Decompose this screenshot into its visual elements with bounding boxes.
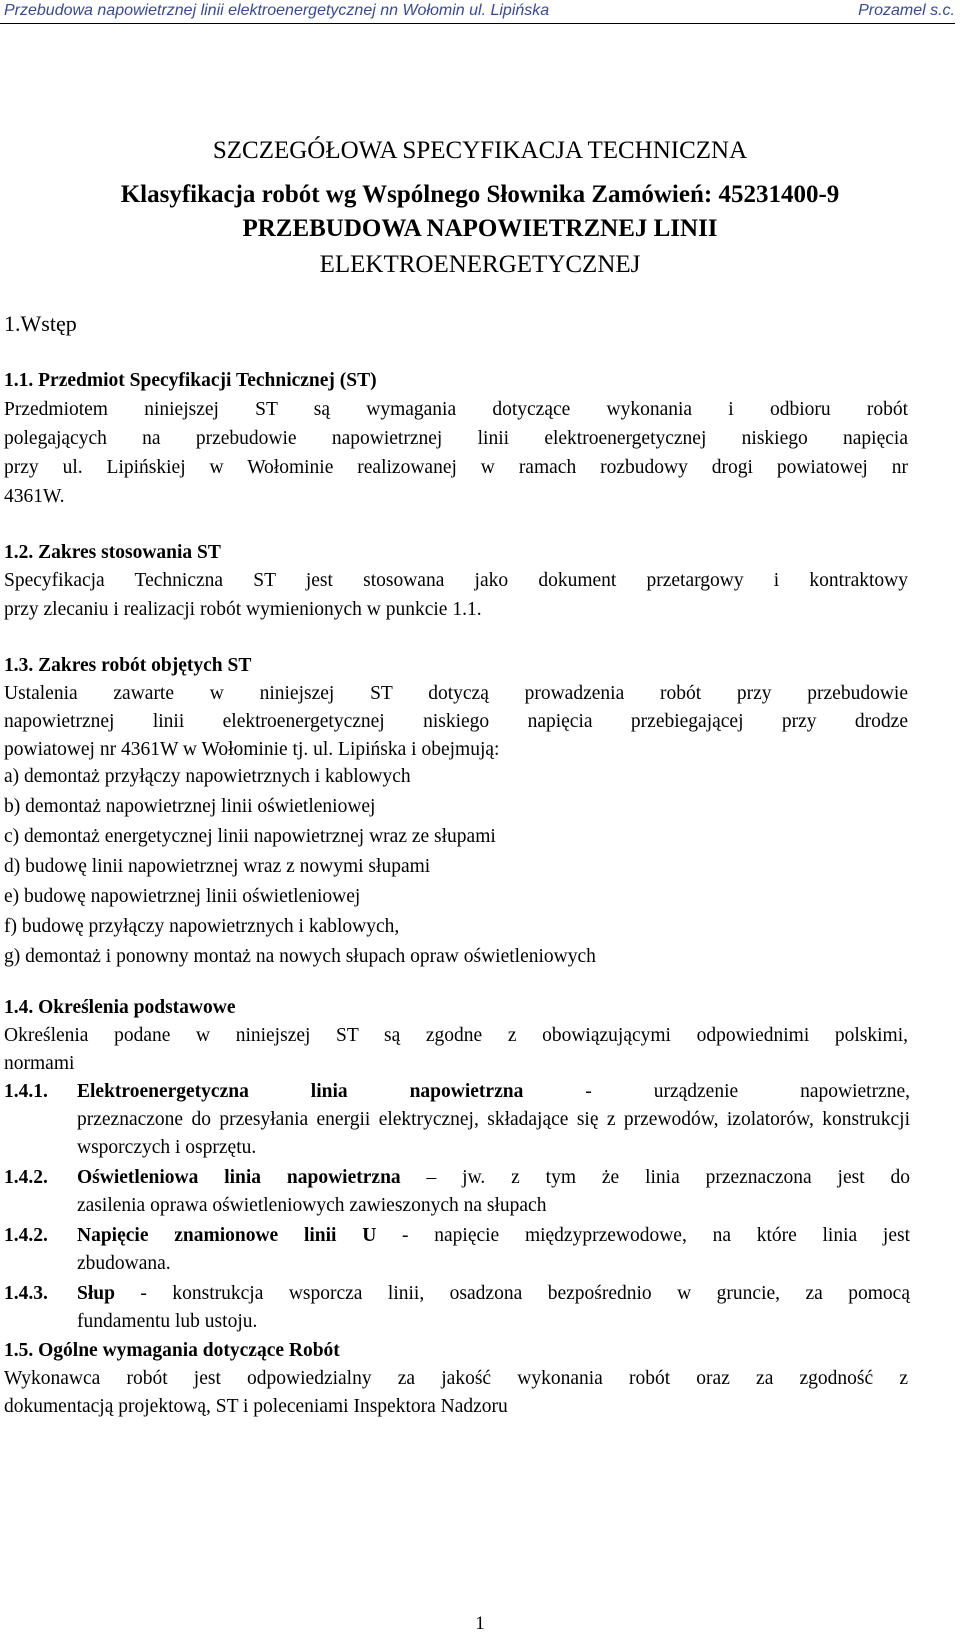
section-1-3-line: napowietrznej linii elektroenergetycznej niskiego napięcia przebiegającej przy drodze	[4, 711, 908, 732]
section-1-3-line: Ustalenia zawarte w niniejszej ST dotyczą prowadzenia robót przy przebudowie	[4, 683, 908, 704]
definition-continuation: fundamentu lub ustoju.	[77, 1311, 258, 1332]
doc-subject-line-2: ELEKTROENERGETYCZNEJ	[319, 251, 641, 278]
section-1-1-heading: 1.1. Przedmiot Specyfikacji Technicznej (ST)	[4, 370, 377, 391]
list-item: c) demontaż energetycznej linii napowietrznej wraz ze słupami	[4, 826, 496, 847]
header-rule	[0, 23, 955, 24]
definition-first-line	[77, 1164, 910, 1192]
doc-classification: Klasyfikacja robót wg Wspólnego Słownika Zamówień: 45231400-9	[120, 181, 840, 208]
definition-number: 1.4.2.	[4, 1167, 48, 1188]
list-item: f) budowę przyłączy napowietrznych i kablowych,	[4, 916, 400, 937]
definition-term: Oświetleniowa linia napowietrzna	[77, 1167, 401, 1188]
section-1-4-line: normami	[4, 1053, 75, 1074]
section-1-3-heading: 1.3. Zakres robót objętych ST	[4, 655, 252, 676]
doc-subject-line-1: PRZEBUDOWA NAPOWIETRZNEJ LINII	[242, 215, 718, 242]
section-1-2-heading: 1.2. Zakres stosowania ST	[4, 542, 221, 563]
definition-text: - urządzenie napowietrzne,	[523, 1081, 910, 1102]
definition-continuation: zbudowana.	[77, 1253, 171, 1274]
definition-continuation: przeznaczone do przesyłania energii elektrycznej, składające się z przewodów, izolatorów, konstrukcji wsporczych i osprzętu.	[77, 1109, 910, 1158]
definition-term: Słup	[77, 1283, 115, 1304]
section-1-1-line: polegających na przebudowie napowietrznej linii elektroenergetycznej niskiego napięcia	[4, 428, 908, 449]
section-1-4-line: Określenia podane w niniejszej ST są zgodne z obowiązującymi odpowiednimi polskimi,	[4, 1025, 908, 1046]
scope-list	[4, 762, 908, 972]
definition-number: 1.4.2.	[4, 1225, 48, 1246]
definition-number: 1.4.1.	[4, 1081, 48, 1102]
list-item: a) demontaż przyłączy napowietrznych i kablowych	[4, 766, 411, 787]
list-item: g) demontaż i ponowny montaż na nowych słupach opraw oświetleniowych	[4, 946, 596, 967]
definition-first-line	[77, 1280, 910, 1308]
list-item: b) demontaż napowietrznej linii oświetleniowej	[4, 796, 376, 817]
definition-text: - konstrukcja wsporcza linii, osadzona bezpośrednio w gruncie, za pomocą	[114, 1283, 910, 1304]
section-1-2-line: Specyfikacja Techniczna ST jest stosowana jako dokument przetargowy i kontraktowy	[4, 570, 908, 591]
definition-term: Elektroenergetyczna linia napowietrzna	[77, 1081, 524, 1102]
doc-title: SZCZEGÓŁOWA SPECYFIKACJA TECHNICZNA	[212, 137, 748, 164]
running-header	[0, 0, 955, 22]
section-1-5-line: dokumentacją projektową, ST i poleceniami Inspektora Nadzoru	[4, 1396, 508, 1417]
section-1-3-line: powiatowej nr 4361W w Wołominie tj. ul. Lipińska i obejmują:	[4, 739, 500, 760]
section-1-4-heading: 1.4. Określenia podstawowe	[4, 997, 236, 1018]
list-item: d) budowę linii napowietrznej wraz z nowymi słupami	[4, 856, 431, 877]
section-1-5-line: Wykonawca robót jest odpowiedzialny za jakość wykonania robót oraz za zgodność z	[4, 1368, 908, 1389]
definition-term: Napięcie znamionowe linii U	[77, 1225, 377, 1246]
page-number: 1	[475, 1613, 485, 1634]
definition-first-line	[77, 1078, 910, 1106]
section-1-1-line: przy ul. Lipińskiej w Wołominie realizowanej w ramach rozbudowy drogi powiatowej nr	[4, 457, 908, 478]
section-1-2-line: przy zlecaniu i realizacji robót wymienionych w punkcie 1.1.	[4, 599, 482, 620]
definition-first-line	[77, 1222, 910, 1250]
section-intro-heading: 1.Wstęp	[4, 311, 77, 336]
definition-number: 1.4.3.	[4, 1283, 48, 1304]
definition-text: - napięcie międzyprzewodowe, na które linia jest	[376, 1225, 910, 1246]
section-1-1-line: Przedmiotem niniejszej ST są wymagania dotyczące wykonania i odbioru robót	[4, 399, 908, 420]
definition-continuation: zasilenia oprawa oświetleniowych zawieszonych na słupach	[77, 1195, 547, 1216]
header-company: Prozamel s.c.	[858, 2, 955, 19]
definition-text: – jw. z tym że linia przeznaczona jest do	[400, 1167, 910, 1188]
section-1-5-heading: 1.5. Ogólne wymagania dotyczące Robót	[4, 1340, 340, 1361]
list-item: e) budowę napowietrznej linii oświetleniowej	[4, 886, 361, 907]
header-title: Przebudowa napowietrznej linii elektroenergetycznej nn Wołomin ul. Lipińska	[4, 2, 550, 19]
section-1-1-line: 4361W.	[4, 486, 65, 507]
